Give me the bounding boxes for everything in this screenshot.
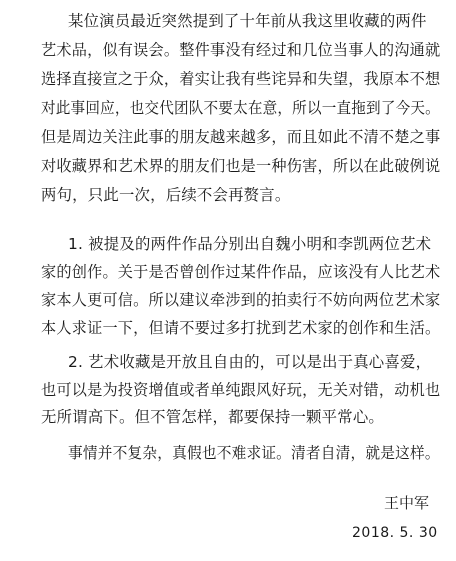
text-line: 事情并不复杂，真假也不难求证。清者自清，就是这样。: [68, 444, 440, 462]
text-line: 本人求证一下，但请不要过多打扰到艺术家的创作和生活。: [41, 319, 441, 337]
date: 2018. 5. 30: [352, 525, 438, 541]
text-line: 家的创作。关于是否曾创作过某件作品，应该没有人比艺术: [41, 263, 441, 281]
text-line: 但是周边关注此事的朋友越来越多，而且如此不清不楚之事: [41, 128, 441, 146]
text-line: 某位演员最近突然提到了十年前从我这里收藏的两件: [68, 12, 427, 30]
text-line: 选择直接宣之于众，着实让我有些诧异和失望，我原本不想: [41, 70, 441, 88]
text-line: 家本人更可信。所以建议牵涉到的拍卖行不妨向两位艺术家: [41, 291, 441, 309]
text-line: 也可以是为投资增值或者单纯跟风好玩，无关对错，动机也: [41, 381, 441, 399]
text-line: 对收藏界和艺术界的朋友们也是一种伤害，所以在此破例说: [41, 157, 441, 175]
text-line: 两句，只此一次，后续不会再赘言。: [41, 186, 291, 204]
text-line: 艺术品，似有误会。整件事没有经过和几位当事人的沟通就: [41, 41, 441, 59]
text-line: 无所谓高下。但不管怎样，都要保持一颗平常心。: [41, 408, 384, 426]
signature: 王中军: [384, 494, 430, 512]
text-line: 对此事回应，也交代团队不要太在意，所以一直拖到了今天。: [41, 99, 440, 117]
text-line: 2. 艺术收藏是开放且自由的，可以是出于真心喜爱，: [68, 353, 432, 371]
text-line: 1. 被提及的两件作品分别出自魏小明和李凯两位艺术: [68, 235, 432, 253]
